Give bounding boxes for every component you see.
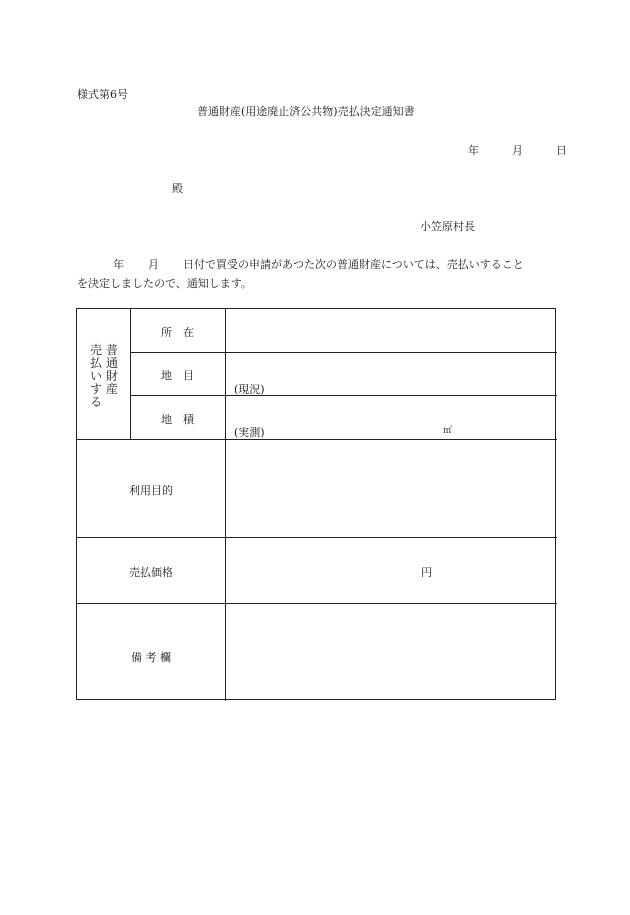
date-line	[468, 142, 567, 158]
row-divider	[77, 537, 557, 538]
row-divider	[130, 352, 557, 353]
column-divider	[225, 309, 226, 701]
notice-body	[77, 255, 557, 293]
document-title: 普通財産(用途廃止済公共物)売払決定通知書	[197, 105, 415, 118]
date-year: 年	[468, 144, 479, 157]
notice-line-1	[77, 255, 557, 274]
date-day: 日	[556, 144, 567, 157]
land-area-label: 地 積	[161, 413, 194, 426]
addressee-suffix: 殿	[172, 182, 183, 195]
issuer-name: 小笠原村長	[420, 220, 475, 233]
row-divider	[130, 395, 557, 396]
purpose-label: 利用目的	[129, 484, 173, 497]
form-number: 様式第6号	[77, 88, 128, 101]
price-unit: 円	[421, 566, 432, 579]
group-label-property: 普通財産	[106, 343, 119, 396]
remarks-label: 備 考 欄	[131, 651, 171, 664]
body-month: 月	[148, 258, 159, 271]
notice-line-2: を決定しましたので、通知します。	[77, 277, 252, 290]
property-sale-table	[76, 308, 556, 700]
row-divider	[77, 439, 557, 440]
land-area-note: (実測)	[234, 426, 265, 439]
group-label-sale: 売払いする	[90, 343, 103, 409]
date-month: 月	[512, 144, 523, 157]
land-category-note: (現況)	[234, 383, 265, 396]
area-unit: ㎡	[443, 426, 453, 436]
body-text-rest: 日付で買受の申請があつた次の普通財産については、売払いすること	[183, 258, 524, 271]
sale-price-label: 売払価格	[129, 566, 173, 579]
location-label: 所 在	[161, 326, 194, 339]
body-year: 年	[113, 258, 124, 271]
land-category-label: 地 目	[161, 369, 194, 382]
row-divider	[77, 603, 557, 604]
